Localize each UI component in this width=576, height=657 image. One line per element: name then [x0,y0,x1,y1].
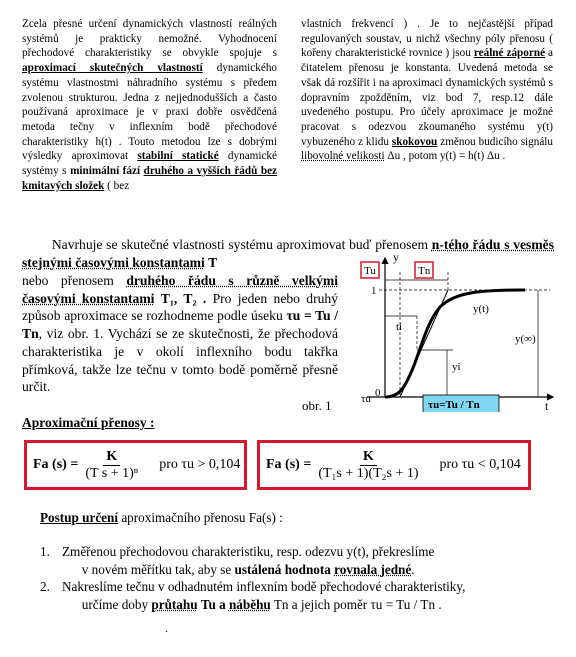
yinf-label: y(∞) [515,333,536,345]
tau-u-label: τu [361,393,371,405]
left-column-text: Zcela přesné určení dynamických vlastností reálných systémů je prakticky nemožné. Vyhodnocení přechodové charakteristiky se obvykle spojuje s aproximací skutečných vlastností dynamického systému vlastnostmi náhradního systému s předem zvolenou strukturou. Jedna z nejjednodušších a často používaná aproximace je v praxi dobře osvědčená metoda tečny v inflexním bodě přechodové charakteristiky h(t) . Touto metodou lze s dobrými výsledky aproximovat stabilní statické dynamické systémy s minimální fází druhého a vyšších řádů bez kmitavých složek ( bez [22,18,278,192]
page-dot: . [165,621,168,635]
t-axis-label: t [545,399,549,412]
tau-box-label: τu=Tu / Tn [428,399,480,411]
one-label: 1 [371,285,377,297]
tn-label: Tn [418,265,431,277]
paragraph-body: nebo přenosem druhého řádu s různě velkými časovými konstantami T₁, T₂ . Pro jeden nebo druhý způsob aproximace se rozhodneme podle úseku τu = Tu / Tn, viz obr. 1. Vychází se ze skutečnosti, že přechodová charakteristika je v okolí inflexního bodu takřka přímková, takže lze tečnu v tomto bodě poměrně přesně určit. [22,273,339,395]
ti-label: ti [396,321,403,333]
steps-list [40,543,560,613]
yi-label: yi [452,361,461,373]
list-item: 2. Nakreslíme tečnu v odhadnutém inflexním bodě přechodové charakteristiky, [40,579,466,594]
figure-caption: obr. 1 [302,398,332,413]
yt-label: y(t) [473,303,489,315]
postup-heading: Postup určení aproximačního přenosu Fa(s) : [40,510,283,525]
zero-label: 0 [375,387,381,399]
list-item-continuation: určíme doby průtahu Tu a náběhu Tn a jejich poměr τu = Tu / Tn . [81,596,442,612]
list-item: 1. Změřenou přechodovou charakteristiku, resp. odezvu y(t), překreslíme [40,544,435,559]
section-title: Aproximační přenosy : [22,415,155,430]
right-column-text: vlastních frekvencí ) . Je to nejčastější případ regulovaných soustav, u nichž všechny póly přenosu ( kořeny charakteristické rovnice ) jsou reálné záporné a čitatelem přenosu je konstanta. Uvedená metoda se však dá rozšířit i na aproximaci dynamických systémů s dopravním zpožděním, viz bod 7, resp.12 dále uvedeného postupu. Pro účely aproximace je možné pracovat s odezvou zkoumaného systému y(t) vybuzeného z klidu skokovou změnou budicího signálu libovolné velikosti Δu , potom y(t) = h(t) Δu . [301,18,554,163]
tu-label: Tu [364,265,376,277]
list-item-continuation: v novém měřítku tak, aby se ustálená hodnota rovnala jedné. [81,561,415,577]
paragraph-intro: Navrhuje se skutečné vlastnosti systému aproximovat buď přenosem n-tého řádu s vesměs stejnými časovými konstantami T [22,237,554,270]
y-axis-label: y [393,252,399,264]
response-curve [385,290,525,397]
formula-box-2: Fa (s) = $\frac{K}{\text{(T₁s + 1)(T₂s + 1)}}$ pro τu < 0,104 [257,440,531,490]
formula-box-1: Fa (s) = $\frac{K}{\text{(T s + 1)ⁿ}}$ pro τu > 0,104 [24,440,247,490]
step-response-diagram [355,252,555,412]
